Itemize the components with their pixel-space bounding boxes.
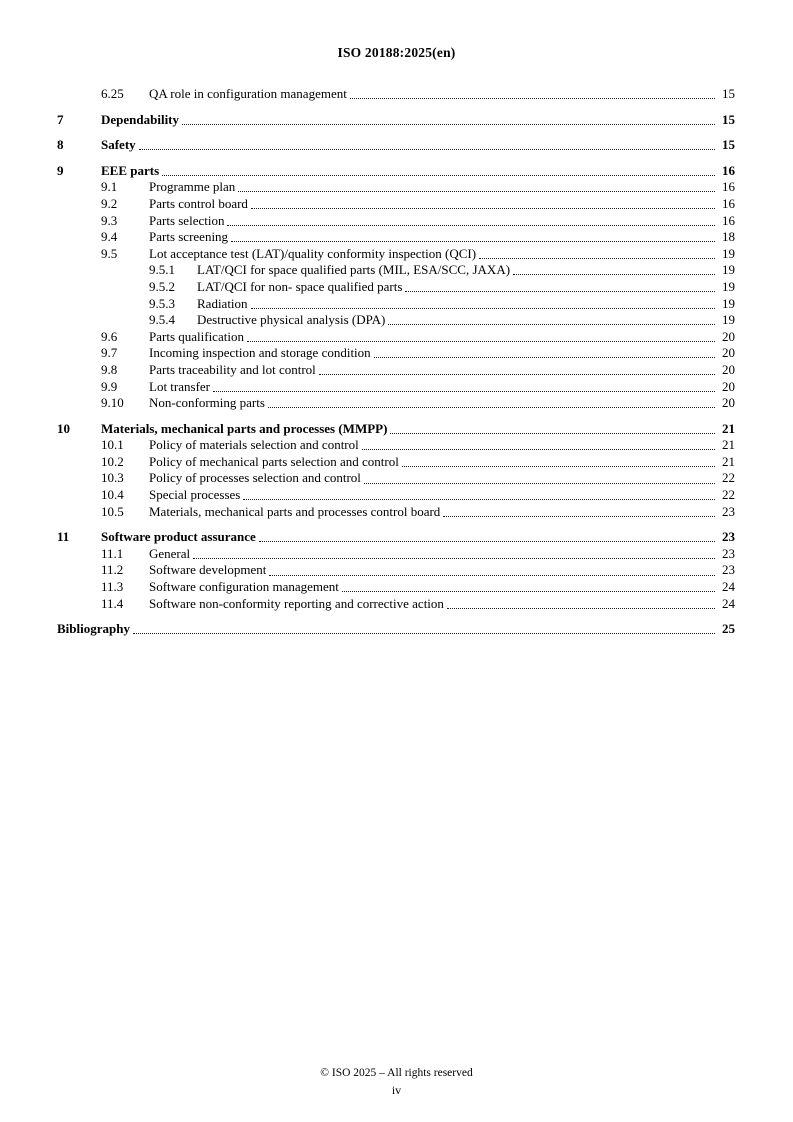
toc-entry-title: Software configuration management — [149, 579, 339, 595]
toc-entry-number: 9.6 — [101, 328, 118, 344]
toc-entry[interactable] — [57, 296, 735, 313]
toc-entry-title: Parts selection — [149, 212, 225, 228]
toc-entry-number: 9.4 — [101, 229, 118, 245]
toc-entry-number: 6.25 — [101, 86, 124, 101]
toc-entry-number: 9.5.1 — [149, 262, 175, 278]
toc-leader-dots — [405, 291, 715, 292]
toc-leader-dots — [247, 341, 715, 342]
toc-leader-dots — [268, 407, 715, 408]
toc-entry-page[interactable]: 15 — [722, 137, 735, 153]
toc-entry[interactable] — [57, 196, 735, 213]
toc-entry-number: 11 — [57, 529, 70, 545]
toc-entry-page[interactable]: 19 — [722, 312, 735, 328]
toc-entry[interactable] — [57, 345, 735, 362]
toc-entry-title: Dependability — [101, 111, 180, 127]
toc-entry-page[interactable]: 16 — [722, 212, 735, 228]
toc-entry-page[interactable]: 22 — [722, 487, 735, 503]
toc-entry[interactable] — [57, 262, 735, 279]
toc-entry-page[interactable]: 25 — [722, 621, 735, 637]
toc-entry-title: Policy of materials selection and control — [149, 437, 359, 453]
toc-entry-title: Parts control board — [149, 195, 248, 211]
toc-entry-number: 11.3 — [101, 579, 124, 595]
toc-entry[interactable] — [57, 362, 735, 379]
toc-entry-page[interactable]: 19 — [722, 245, 735, 261]
toc — [0, 61, 793, 638]
toc-entry-title: Materials, mechanical parts and processes control board — [149, 503, 441, 519]
toc-entry-page[interactable]: 15 — [722, 86, 735, 101]
toc-entry-title: Software development — [149, 562, 267, 578]
folio-page-number: iv — [391, 1083, 402, 1097]
toc-entry-title: Programme plan — [149, 179, 236, 195]
toc-entry-title: Parts qualification — [149, 328, 244, 344]
toc-entry-title: Lot acceptance test (LAT)/quality conformity inspection (QCI) — [149, 245, 477, 261]
toc-entry-number: 10.3 — [101, 470, 124, 486]
toc-entry[interactable] — [57, 86, 735, 103]
toc-entry-title: Special processes — [149, 487, 241, 503]
toc-entry[interactable] — [57, 621, 735, 638]
toc-entry-number: 9.8 — [101, 361, 118, 377]
toc-entry-number: 9 — [57, 162, 64, 178]
toc-leader-dots — [388, 324, 715, 325]
toc-entry-page[interactable]: 22 — [722, 470, 735, 486]
toc-entry[interactable] — [57, 137, 735, 154]
toc-entry-number: 10.4 — [101, 487, 124, 503]
toc-entry-page[interactable]: 16 — [722, 179, 735, 195]
toc-entry-page[interactable]: 19 — [722, 295, 735, 311]
toc-leader-dots — [513, 274, 715, 275]
toc-entry[interactable] — [57, 246, 735, 263]
toc-entry-number: 9.5.3 — [149, 295, 175, 311]
toc-entry[interactable] — [57, 312, 735, 329]
toc-entry[interactable] — [57, 437, 735, 454]
toc-leader-dots — [447, 608, 715, 609]
toc-entry-title: Policy of processes selection and control — [149, 470, 361, 486]
toc-entry-page[interactable]: 21 — [722, 437, 735, 453]
toc-entry[interactable] — [57, 487, 735, 504]
toc-entry[interactable] — [57, 279, 735, 296]
toc-entry-page[interactable]: 24 — [722, 579, 735, 595]
toc-leader-dots — [362, 449, 715, 450]
toc-entry[interactable] — [57, 596, 735, 613]
toc-leader-dots — [238, 191, 715, 192]
toc-entry-number: 11.4 — [101, 595, 124, 611]
toc-leader-dots — [390, 433, 715, 434]
toc-entry[interactable] — [57, 112, 735, 129]
toc-entry-number: 8 — [57, 137, 64, 153]
toc-leader-dots — [269, 575, 715, 576]
toc-entry-page[interactable]: 16 — [722, 162, 735, 178]
toc-entry-title: Incoming inspection and storage condition — [149, 345, 371, 361]
toc-leader-dots — [319, 374, 715, 375]
toc-entry-number: 7 — [57, 111, 64, 127]
toc-entry[interactable] — [57, 163, 735, 180]
toc-leader-dots — [259, 541, 715, 542]
toc-entry-title: Safety — [101, 137, 136, 153]
copyright-notice: © ISO 2025 – All rights reserved — [320, 1067, 473, 1079]
toc-entry-number: 9.7 — [101, 345, 118, 361]
toc-leader-dots — [213, 391, 715, 392]
toc-entry[interactable] — [57, 229, 735, 246]
toc-entry-title: EEE parts — [101, 162, 160, 178]
toc-entry-page[interactable]: 20 — [722, 378, 735, 394]
toc-entry-title: Software non-conformity reporting and corrective action — [149, 595, 444, 611]
toc-entry-number: 9.2 — [101, 195, 118, 211]
toc-entry[interactable] — [57, 529, 735, 546]
toc-entry-number: 9.10 — [101, 395, 124, 411]
toc-entry-title: Bibliography — [57, 621, 130, 637]
toc-entry-number: 9.1 — [101, 179, 118, 195]
toc-entry-page[interactable]: 18 — [722, 229, 735, 245]
toc-entry-number: 9.5.2 — [149, 278, 175, 294]
toc-entry-title: Parts screening — [149, 229, 229, 245]
toc-leader-dots — [231, 241, 715, 242]
toc-leader-dots — [342, 591, 715, 592]
toc-entry[interactable] — [57, 379, 735, 396]
toc-entry-title: QA role in configuration management — [149, 86, 347, 101]
toc-entry-title: LAT/QCI for non- space qualified parts — [197, 278, 403, 294]
toc-leader-dots — [364, 483, 715, 484]
toc-leader-dots — [350, 98, 715, 99]
toc-entry-page[interactable]: 20 — [722, 345, 735, 361]
toc-entry-page[interactable]: 15 — [722, 111, 735, 127]
toc-entry-title: Radiation — [197, 295, 248, 311]
toc-leader-dots — [443, 516, 715, 517]
toc-leader-dots — [139, 149, 715, 150]
toc-entry-title: Software product assurance — [101, 529, 256, 545]
toc-entry-page[interactable]: 20 — [722, 361, 735, 377]
toc-leader-dots — [162, 175, 715, 176]
toc-entry-number: 11.2 — [101, 562, 124, 578]
document-title: ISO 20188:2025(en) — [337, 45, 456, 60]
toc-leader-dots — [251, 208, 715, 209]
toc-entry[interactable] — [57, 470, 735, 487]
toc-entry-title: Destructive physical analysis (DPA) — [197, 312, 386, 328]
toc-entry-title: General — [149, 545, 191, 561]
toc-entry-page[interactable]: 23 — [722, 545, 735, 561]
toc-entry-number: 10.1 — [101, 437, 124, 453]
toc-entry[interactable] — [57, 395, 735, 412]
toc-entry-number: 9.5 — [101, 245, 118, 261]
toc-entry-title: LAT/QCI for space qualified parts (MIL, ESA/SCC, JAXA) — [197, 262, 511, 278]
toc-entry-page[interactable]: 20 — [722, 395, 735, 411]
toc-entry-number: 10.5 — [101, 503, 124, 519]
toc-entry-number: 10.2 — [101, 453, 124, 469]
toc-leader-dots — [402, 466, 715, 467]
toc-leader-dots — [374, 357, 715, 358]
toc-entry-page[interactable]: 21 — [722, 453, 735, 469]
toc-leader-dots — [243, 499, 715, 500]
toc-entry-number: 11.1 — [101, 545, 124, 561]
toc-entry-number: 9.3 — [101, 212, 118, 228]
toc-entry-page[interactable]: 24 — [722, 595, 735, 611]
toc-entry-page[interactable]: 16 — [722, 195, 735, 211]
toc-leader-dots — [227, 225, 715, 226]
toc-leader-dots — [479, 258, 715, 259]
toc-entry-title: Non-conforming parts — [149, 395, 265, 411]
toc-leader-dots — [182, 124, 715, 125]
toc-entry[interactable] — [57, 421, 735, 438]
toc-entry-page[interactable]: 20 — [722, 328, 735, 344]
toc-entry-page[interactable]: 19 — [722, 262, 735, 278]
toc-entry[interactable] — [57, 179, 735, 196]
toc-entry[interactable] — [57, 454, 735, 471]
toc-entry-page[interactable]: 23 — [722, 503, 735, 519]
toc-entry[interactable] — [57, 504, 735, 521]
toc-entry-page[interactable]: 23 — [722, 529, 735, 545]
page-header — [0, 0, 793, 61]
toc-entry[interactable] — [57, 546, 735, 563]
toc-entry-page[interactable]: 23 — [722, 562, 735, 578]
toc-entry-number: 10 — [57, 420, 70, 436]
toc-entry-number: 9.5.4 — [149, 312, 175, 328]
toc-entry[interactable] — [57, 579, 735, 596]
toc-entry[interactable] — [57, 562, 735, 579]
toc-entry-title: Policy of mechanical parts selection and control — [149, 453, 399, 469]
toc-entry-number: 9.9 — [101, 378, 118, 394]
toc-leader-dots — [193, 558, 715, 559]
toc-entry[interactable] — [57, 329, 735, 346]
toc-entry-title: Parts traceability and lot control — [149, 361, 316, 377]
toc-leader-dots — [251, 308, 715, 309]
toc-entry-page[interactable]: 21 — [722, 420, 735, 436]
toc-entry-title: Materials, mechanical parts and processes (MMPP) — [101, 420, 388, 436]
toc-leader-dots — [133, 633, 715, 634]
page-footer — [0, 1067, 793, 1098]
toc-entry-page[interactable]: 19 — [722, 278, 735, 294]
toc-entry[interactable] — [57, 213, 735, 230]
toc-entry-title: Lot transfer — [149, 378, 211, 394]
